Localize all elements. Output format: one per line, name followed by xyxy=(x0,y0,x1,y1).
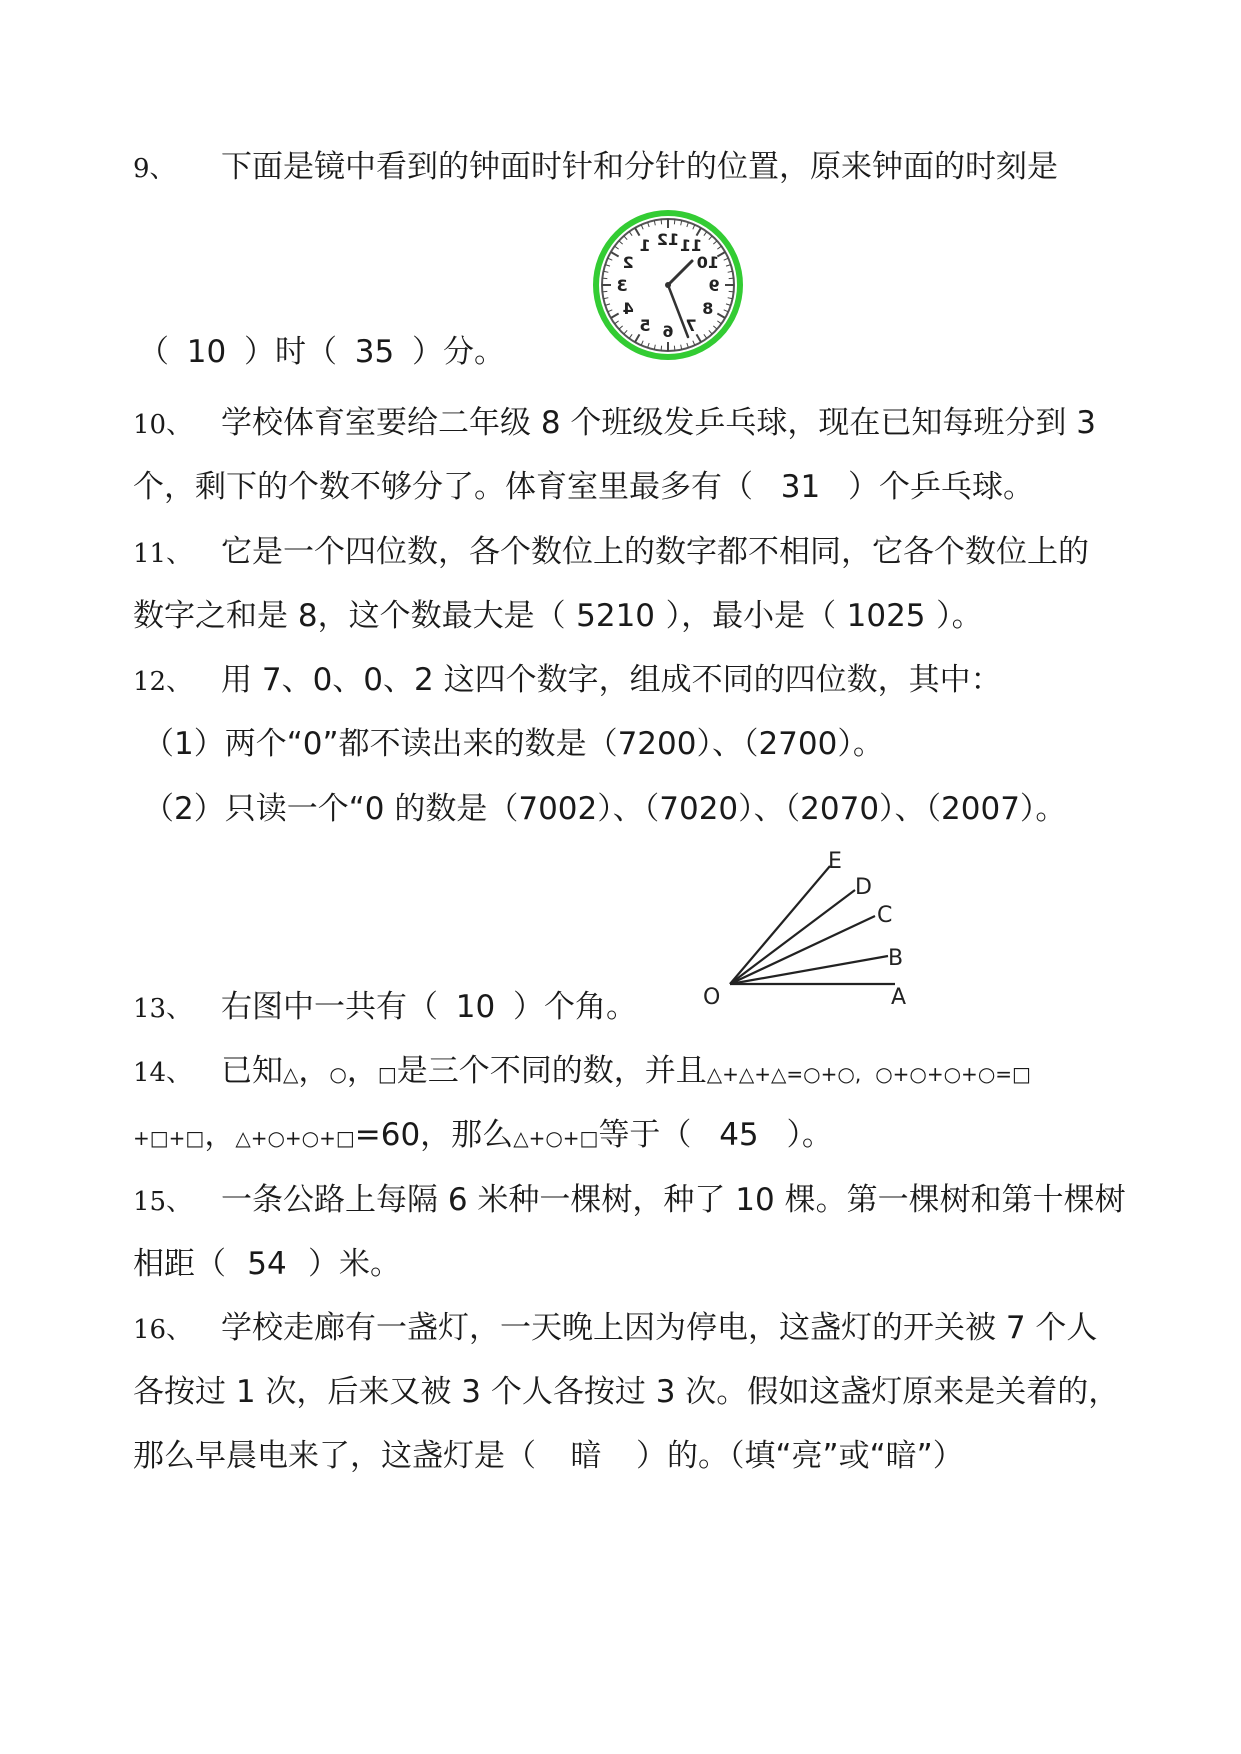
clock-tick xyxy=(729,278,734,279)
q13-line xyxy=(133,987,637,1029)
q10-text2b: ）个乒乓球。 xyxy=(848,469,1034,505)
q12-part2-text: （2）只读一个“0 的数是（7002）、（7020）、（2070）、（2007）。 xyxy=(143,791,1067,827)
clock-numeral: 11 xyxy=(679,236,703,256)
q15-text2b: ）米。 xyxy=(308,1246,401,1282)
ray-od xyxy=(730,890,855,984)
clock-tick xyxy=(602,291,607,292)
clock-numeral: 7 xyxy=(685,315,697,335)
clock-center xyxy=(665,282,671,288)
clock-numeral: 1 xyxy=(639,236,651,256)
q12-text1: 用 7、0、0、2 这四个数字，组成不同的四位数，其中： xyxy=(221,662,1002,698)
q11-line2 xyxy=(133,596,983,636)
clock-tick xyxy=(674,346,675,351)
q15-line1 xyxy=(133,1180,1126,1222)
label-b: B xyxy=(888,946,904,971)
q9-close1: ）时（ xyxy=(244,334,337,370)
q15-text1: 一条公路上每隔 6 米种一棵树，种了 10 棵。第一棵树和第十棵树 xyxy=(221,1182,1126,1218)
circle-symbol: ○ xyxy=(329,1062,347,1086)
q9-text: 下面是镜中看到的钟面时针和分针的位置，原来钟面的时刻是 xyxy=(221,149,1058,185)
q11-min-answer: 1025 xyxy=(846,598,926,634)
q16-answer: 暗 xyxy=(570,1438,602,1474)
q15-text2a: 相距（ xyxy=(133,1246,226,1282)
ray-oc xyxy=(730,916,875,984)
q10-line2 xyxy=(133,467,1034,507)
q12-line1 xyxy=(133,660,1002,702)
q14-end: ）。 xyxy=(786,1117,833,1153)
q9-close2: ）分。 xyxy=(412,334,505,370)
q15-number: 15、 xyxy=(133,1187,193,1217)
q9-number: 9、 xyxy=(133,154,176,184)
clock-numeral: 6 xyxy=(662,322,674,341)
q14-comma3: ， xyxy=(204,1117,236,1153)
q11-text2a: 数字之和是 8，这个数最大是（ xyxy=(133,598,566,634)
q16-text2: 各按过 1 次，后来又被 3 个人各按过 3 次。假如这盏灯原来是关着的， xyxy=(133,1374,1120,1410)
q9-open: （ xyxy=(138,334,169,370)
q12-part1 xyxy=(143,724,884,764)
triangle-symbol: △ xyxy=(283,1062,299,1086)
q14-comma1: ， xyxy=(298,1053,330,1089)
q9-hour-answer: 10 xyxy=(186,334,227,370)
q11-line1 xyxy=(133,532,1089,574)
clock-numeral: 10 xyxy=(696,253,719,272)
q13-number: 13、 xyxy=(133,994,193,1024)
square-symbol: □ xyxy=(377,1062,397,1086)
q14-text: 等于（ xyxy=(598,1117,692,1153)
q9-line1 xyxy=(133,147,1058,189)
q14-mid: 是三个不同的数，并且 xyxy=(396,1053,707,1089)
clock-numeral: 2 xyxy=(622,253,634,272)
q10-line1 xyxy=(133,403,1096,445)
clock-numeral: 12 xyxy=(656,230,680,249)
q14-equation3: △+○+○+□ xyxy=(235,1126,355,1150)
q16-text1: 学校走廊有一盏灯，一天晚上因为停电，这盏灯的开关被 7 个人 xyxy=(221,1310,1098,1346)
q15-answer: 54 xyxy=(247,1246,287,1282)
q11-text2c: ）。 xyxy=(936,598,983,634)
label-a: A xyxy=(891,985,907,1010)
clock-tick xyxy=(729,291,734,292)
q13-text-b: ）个角。 xyxy=(513,989,637,1025)
q16-number: 16、 xyxy=(133,1315,193,1345)
angles-figure xyxy=(695,850,935,1020)
q12-number: 12、 xyxy=(133,667,193,697)
q14-line1 xyxy=(133,1051,1031,1094)
label-c: C xyxy=(877,903,893,928)
clock-numeral: 9 xyxy=(708,276,720,295)
ray-ob xyxy=(730,956,888,984)
ray-oe xyxy=(730,866,830,984)
q16-line3 xyxy=(133,1436,964,1476)
q14-equation3-value: =60，那么 xyxy=(354,1117,514,1153)
clock-numeral: 4 xyxy=(622,299,634,318)
q10-text2a: 个，剩下的个数不够分了。体育室里最多有（ xyxy=(133,469,753,505)
clock-tick xyxy=(661,346,662,351)
q9-minute-answer: 35 xyxy=(354,334,395,370)
q16-text3a: 那么早晨电来了，这盏灯是（ xyxy=(133,1438,536,1474)
q10-answer: 31 xyxy=(780,469,821,505)
mirrored-clock-figure xyxy=(588,205,748,365)
clock-numeral: 8 xyxy=(702,299,714,318)
clock-tick xyxy=(602,278,607,279)
clock-numeral: 5 xyxy=(639,315,651,335)
label-e: E xyxy=(828,850,842,874)
q11-number: 11、 xyxy=(133,539,193,569)
q14-answer: 45 xyxy=(719,1117,759,1153)
q12-part2 xyxy=(143,789,1066,829)
q14-equation2: ○+○+○+○=□ xyxy=(875,1062,1031,1086)
q12-part1-text: （1）两个“0”都不读出来的数是（7200）、（2700）。 xyxy=(143,726,884,762)
label-d: D xyxy=(855,875,872,900)
q10-number: 10、 xyxy=(133,410,193,440)
q13-answer: 10 xyxy=(455,989,496,1025)
q14-equation1: △+△+△=○+○, xyxy=(706,1062,862,1086)
q14-comma2: ， xyxy=(346,1053,378,1089)
q9-line2 xyxy=(138,332,505,372)
q16-line2 xyxy=(133,1372,1119,1412)
clock-tick xyxy=(661,219,662,224)
q14-expression: △+○+□ xyxy=(513,1126,599,1150)
q16-line1 xyxy=(133,1308,1097,1350)
q11-text1: 它是一个四位数，各个数位上的数字都不相同，它各个数位上的 xyxy=(221,534,1089,570)
q10-text1: 学校体育室要给二年级 8 个班级发乒乓球，现在已知每班分到 3 xyxy=(221,405,1097,441)
q14-line2 xyxy=(133,1115,833,1158)
q11-max-answer: 5210 xyxy=(576,598,656,634)
q13-text-a: 右图中一共有（ xyxy=(221,989,438,1025)
q11-text2b: ），最小是（ xyxy=(665,598,837,634)
q16-text3b: ）的。（填“亮”或“暗”） xyxy=(636,1438,964,1474)
label-o: O xyxy=(703,985,721,1010)
clock-numeral: 3 xyxy=(616,276,628,295)
q14-number: 14、 xyxy=(133,1058,193,1088)
q14-equation2-cont: +□+□ xyxy=(133,1126,205,1150)
q15-line2 xyxy=(133,1244,401,1284)
q14-known: 已知 xyxy=(221,1053,283,1089)
clock-tick xyxy=(674,219,675,224)
